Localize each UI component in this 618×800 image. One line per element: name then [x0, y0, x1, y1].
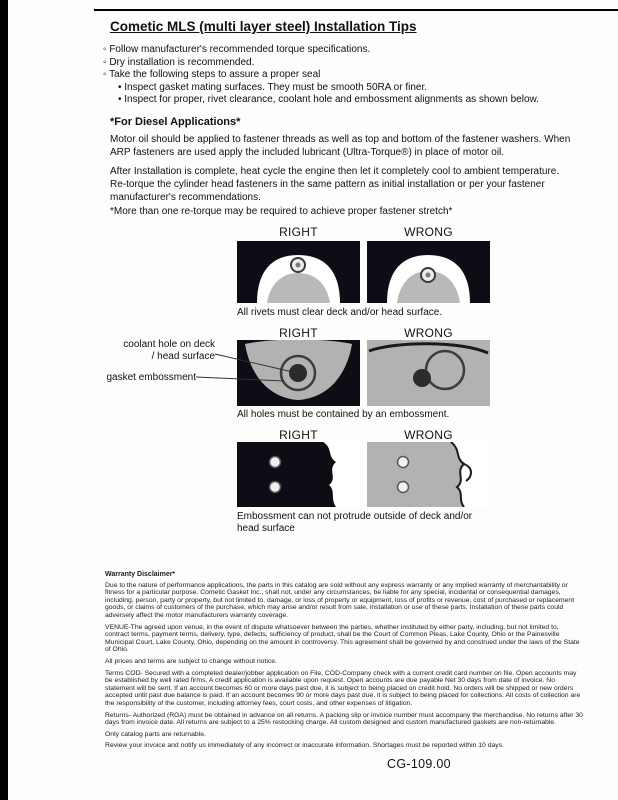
disclaimer-paragraph: All prices and terms are subject to change without notice. — [105, 657, 277, 665]
right-column-label: RIGHT — [279, 326, 318, 340]
diagram-row2-caption: All holes must be contained by an embossment. — [237, 409, 450, 420]
callout-leader-lines — [180, 335, 320, 397]
list-item: ◦ Take the following steps to assure a proper seal — [103, 69, 585, 82]
disclaimer-paragraph: Returns- Authorized (RGA) must be obtained in advance on all returns. A packing slip or invoice number must accompany the merchandise. No returns after 30 days from invoice date. All returns are subject to a 25% restocking charge. All custom designed and custom manufactured gaskets are non-returnable. — [105, 711, 583, 727]
list-item: ◦ Dry installation is recommended. — [103, 57, 585, 70]
disclaimer-paragraph: VENUE-The agreed upon venue, in the event of dispute whatsoever between the parties, whether instituted by either party, including, but not limited to, contract terms, payment terms, delivery, type, defects, sufficiency of product, shall be the Court of Common Pleas, Lake County, Ohio or the Painesville Municipal Court, Lake County, Ohio, depending on the amount in controversy. This agreement shall be governed by and construed under the laws of the State of Ohio. — [105, 623, 580, 654]
page-left-edge-bar — [0, 0, 8, 800]
wrong-column-label: WRONG — [404, 428, 453, 442]
diagram-embossment-right — [237, 442, 360, 507]
diesel-applications-heading: *For Diesel Applications* — [110, 116, 241, 128]
diesel-paragraph-2: After Installation is complete, heat cycle the engine then let it completely cool to ambient temperature. Re-torque the cylinder head fasteners in the same pattern as initial installation or per your fastener manufacturer's recommendations. — [110, 166, 560, 203]
diagram-embossment-wrong — [367, 442, 490, 507]
diagram-row1-caption: All rivets must clear deck and/or head surface. — [237, 307, 443, 318]
page-title: Cometic MLS (multi layer steel) Installation Tips — [110, 19, 417, 34]
diesel-paragraph-1: Motor oil should be applied to fastener threads as well as top and bottom of the fastener washers. When ARP fasteners are used apply the included lubricant (Ultra-Torque®) in place of motor oil. — [110, 134, 571, 158]
list-item: ◦ Follow manufacturer's recommended torque specifications. — [103, 44, 585, 57]
list-sub-item: • Inspect for proper, rivet clearance, coolant hole and embossment alignments as shown below. — [118, 94, 585, 107]
right-column-label: RIGHT — [279, 225, 318, 239]
wrong-column-label: WRONG — [404, 225, 453, 239]
right-column-label: RIGHT — [279, 428, 318, 442]
diagram-rivet-wrong — [367, 241, 490, 303]
disclaimer-paragraph: Due to the nature of performance applications, the parts in this catalog are sold without any express warranty or any implied warranty of merchantability or fitness for a particular purpose. Cometic Gasket Inc., shall not, under any circumstances, be liable for any special, incidental or consequential damages, including, person, party or property, but not limited to, damage, or loss of property or equipment, loss of profits or revenue, cost of purchased or replacement goods, or claims of customers of the purchase, which may arise and/or result from sale, installation or use of these parts. Installation of these parts could adversely affect the motor manufacturers warranty coverage. — [105, 581, 575, 619]
diagram-rivet-right — [237, 241, 360, 303]
warranty-disclaimer-heading: Warranty Disclaimer* — [105, 571, 176, 578]
warranty-disclaimer — [105, 571, 583, 754]
page-code: CG-109.00 — [387, 757, 451, 771]
disclaimer-paragraph: Terms COD- Secured with a completed dealer/jobber application on File, COD-Company check with a current credit card number on file. Open accounts may be established by well rated firms. A credit application is available upon request. Open accounts are due payable Net 30 days from date of invoice. No statement will be sent. If an account becomes 60 or more days past due, it is subject to being placed on credit hold. No orders will be shipped or new orders accepted until past due balance is paid. If an account becomes 90 or more days past due, it is subject to being placed for collections. All costs of collection are the responsibility of the customer, including attorney fees, court costs, and other expenses of litigation. — [105, 669, 581, 707]
installation-tips-list — [103, 44, 585, 107]
coolant-hole-callout: coolant hole on deck / head surface — [123, 339, 215, 362]
gasket-embossment-callout: gasket embossment — [106, 372, 196, 383]
disclaimer-paragraph: Only catalog parts are returnable. — [105, 730, 206, 738]
retorque-note: *More than one re-torque may be required to achieve proper fastener stretch* — [110, 206, 453, 217]
page-top-rule — [94, 9, 618, 11]
wrong-column-label: WRONG — [404, 326, 453, 340]
diagram-coolant-hole-wrong — [367, 340, 490, 406]
disclaimer-paragraph: Review your invoice and notify us immediately of any incorrect or inaccurate information. Shortages must be reported within 10 days. — [105, 742, 504, 750]
list-sub-item: • Inspect gasket mating surfaces. They must be smooth 50RA or finer. — [118, 82, 585, 95]
diagram-row3-caption: Embossment can not protrude outside of deck and/or head surface — [237, 511, 473, 534]
